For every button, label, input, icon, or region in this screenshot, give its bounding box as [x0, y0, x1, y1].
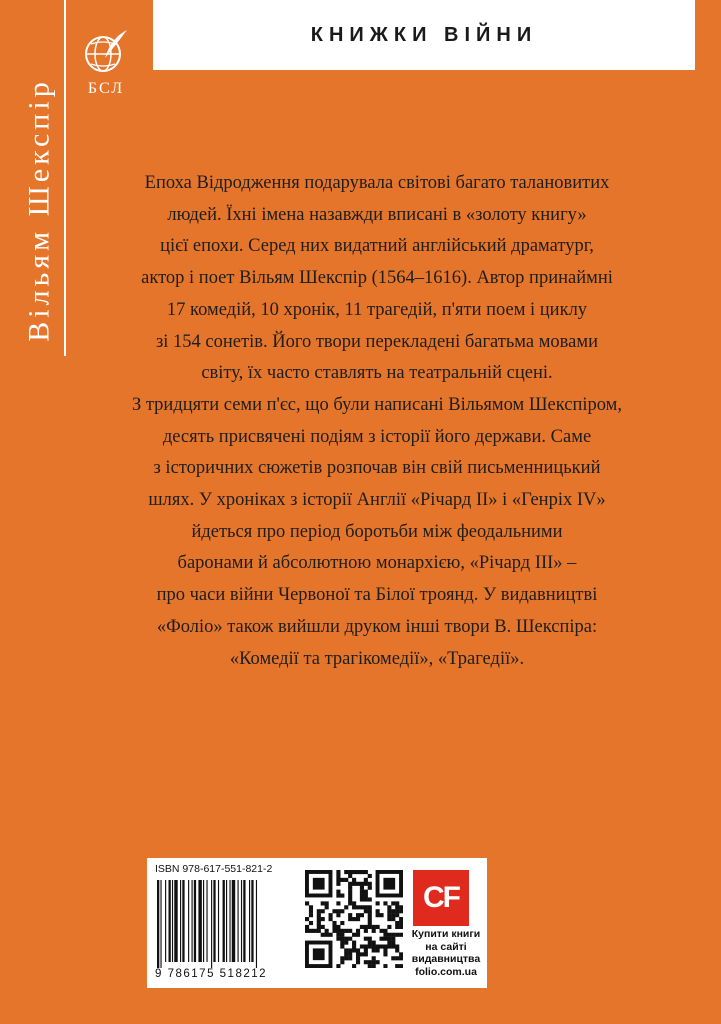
qr-module: [321, 901, 325, 905]
qr-module: [317, 929, 321, 933]
qr-module: [321, 917, 325, 921]
qr-module: [391, 913, 395, 917]
qr-module: [348, 948, 352, 952]
qr-module: [336, 929, 340, 933]
blurb-line: десять присвячені подіям з історії його держави. Саме: [162, 426, 592, 447]
qr-module: [376, 948, 380, 952]
qr-module: [309, 913, 313, 917]
qr-module: [336, 882, 340, 886]
blurb-line: актор і поет Вільям Шекспір (1564–1616). Автор принаймні: [141, 268, 613, 289]
barcode-bar: [165, 880, 166, 962]
publisher-series-logo: [74, 28, 138, 108]
blurb-line: зі 154 сонетів. Його твори перекладені багатьма мовами: [155, 331, 598, 352]
qr-module: [344, 870, 348, 874]
qr-module: [336, 913, 340, 917]
qr-module: [376, 901, 380, 905]
barcode-bar: [174, 880, 177, 962]
qr-module: [340, 921, 344, 925]
blurb-line: цієї епохи. Серед них видатний англійський драматург,: [160, 236, 594, 257]
qr-module: [368, 917, 372, 921]
qr-module: [364, 909, 368, 913]
blurb-line: людей. Їхні імена назавжди вписані в «золоту книгу»: [167, 204, 587, 225]
qr-module: [364, 952, 368, 956]
qr-module: [383, 933, 387, 937]
qr-module: [360, 882, 364, 886]
qr-module: [332, 921, 336, 925]
qr-module: [368, 960, 372, 964]
qr-module: [321, 909, 325, 913]
qr-module: [344, 941, 348, 945]
qr-module: [348, 937, 352, 941]
blurb-line: світу, їх часто ставлять на театральній сцені.: [201, 363, 553, 384]
qr-module: [387, 905, 391, 909]
qr-module: [360, 894, 364, 898]
barcode-label: [147, 858, 487, 988]
qr-module: [387, 909, 391, 913]
barcode-bar: [241, 880, 242, 962]
barcode-bar: [223, 880, 225, 962]
barcode-bar: [157, 880, 159, 968]
qr-module: [368, 905, 372, 909]
qr-module: [395, 905, 399, 909]
qr-module: [368, 886, 372, 890]
qr-module: [356, 917, 360, 921]
barcode-bar: [211, 880, 212, 968]
qr-module: [399, 925, 403, 929]
qr-module: [391, 901, 395, 905]
qr-module: [376, 925, 380, 929]
qr-module: [352, 878, 356, 882]
barcode-bar: [226, 880, 227, 962]
qr-module: [340, 929, 344, 933]
qr-module: [360, 886, 364, 890]
qr-module: [395, 944, 399, 948]
qr-module: [325, 905, 329, 909]
qr-module: [336, 894, 340, 898]
qr-module: [344, 956, 348, 960]
blurb-line: баронами й абсолютною монархією, «Річард III» –: [177, 553, 577, 574]
blurb-line: з історичних сюжетів розпочав він свій письменницький: [153, 458, 601, 479]
qr-module: [340, 960, 344, 964]
qr-module: [399, 952, 403, 956]
qr-finder-core: [313, 948, 325, 960]
qr-module: [336, 874, 340, 878]
qr-module: [391, 937, 395, 941]
qr-module: [376, 909, 380, 913]
qr-module: [399, 921, 403, 925]
barcode: [155, 880, 297, 968]
qr-module: [344, 929, 348, 933]
qr-module: [395, 925, 399, 929]
qr-module: [348, 956, 352, 960]
qr-module: [395, 909, 399, 913]
qr-module: [348, 890, 352, 894]
barcode-digits: 9 786175 518212: [155, 968, 268, 980]
qr-module: [309, 921, 313, 925]
qr-module: [372, 948, 376, 952]
qr-module: [376, 944, 380, 948]
qr-module: [317, 925, 321, 929]
qr-module: [391, 917, 395, 921]
folio-logo-text: CF: [423, 881, 459, 914]
qr-module: [336, 890, 340, 894]
qr-module: [379, 913, 383, 917]
barcode-bar: [218, 880, 219, 962]
qr-module: [364, 878, 368, 882]
qr-module: [372, 960, 376, 964]
blurb-line: Епоха Відродження подарувала світові багато талановитих: [144, 173, 610, 193]
qr-module: [348, 886, 352, 890]
qr-module: [399, 909, 403, 913]
qr-module: [360, 944, 364, 948]
barcode-bar: [180, 880, 181, 962]
qr-module: [395, 921, 399, 925]
qr-module: [340, 941, 344, 945]
qr-module: [356, 933, 360, 937]
buy-line: видавництва: [411, 953, 481, 965]
qr-module: [317, 913, 321, 917]
qr-module: [360, 913, 364, 917]
qr-module: [364, 937, 368, 941]
qr-module: [391, 944, 395, 948]
qr-module: [368, 882, 372, 886]
qr-module: [344, 952, 348, 956]
buy-line: Купити книги: [411, 928, 481, 940]
logo-text: БСЛ: [87, 80, 125, 97]
qr-module: [313, 929, 317, 933]
spine-divider: [64, 0, 66, 356]
barcode-bar: [192, 880, 193, 962]
barcode-bar: [160, 880, 161, 968]
qr-module: [372, 929, 376, 933]
spine-author: [20, 60, 60, 360]
qr-module: [360, 870, 364, 874]
blurb-line: «Комедії та трагікомедії», «Трагедії».: [229, 648, 525, 669]
qr-module: [356, 870, 360, 874]
qr-module: [356, 956, 360, 960]
qr-module: [352, 941, 356, 945]
barcode-bar: [213, 880, 215, 962]
qr-module: [336, 933, 340, 937]
qr-module: [383, 944, 387, 948]
qr-finder-core: [313, 878, 325, 890]
barcode-bar: [256, 880, 257, 968]
qr-module: [399, 964, 403, 968]
qr-module: [356, 905, 360, 909]
qr-module: [372, 964, 376, 968]
qr-module: [317, 917, 321, 921]
qr-module: [336, 909, 340, 913]
barcode-bar: [172, 880, 173, 962]
qr-module: [305, 917, 309, 921]
blurb-line: «Фоліо» також вийшли друком інші твори В. Шекспіра:: [156, 616, 598, 637]
qr-module: [348, 882, 352, 886]
qr-module: [340, 944, 344, 948]
blurb-line: про часи війни Червоної та Білої троянд. У видавництві: [156, 585, 598, 606]
qr-module: [372, 941, 376, 945]
barcode-bar: [198, 880, 201, 962]
qr-module: [332, 925, 336, 929]
qr-module: [340, 956, 344, 960]
qr-module: [344, 948, 348, 952]
qr-module: [368, 937, 372, 941]
qr-module: [309, 929, 313, 933]
qr-module: [336, 870, 340, 874]
qr-module: [368, 913, 372, 917]
buy-online-text: [409, 928, 483, 978]
qr-module: [395, 948, 399, 952]
barcode-bar: [188, 880, 189, 962]
qr-module: [376, 960, 380, 964]
qr-module: [329, 917, 333, 921]
qr-module: [309, 905, 313, 909]
qr-module: [348, 894, 352, 898]
qr-module: [340, 909, 344, 913]
qr-module: [387, 941, 391, 945]
qr-module: [383, 948, 387, 952]
barcode-bar: [203, 880, 204, 962]
qr-module: [340, 937, 344, 941]
qr-module: [391, 956, 395, 960]
barcode-bar: [251, 880, 253, 962]
globe-quill-icon: [81, 28, 131, 76]
qr-module: [372, 944, 376, 948]
qr-module: [364, 925, 368, 929]
qr-module: [395, 913, 399, 917]
qr-module: [336, 878, 340, 882]
qr-module: [387, 937, 391, 941]
qr-module: [325, 929, 329, 933]
qr-module: [348, 917, 352, 921]
qr-module: [368, 941, 372, 945]
qr-module: [395, 964, 399, 968]
qr-module: [352, 964, 356, 968]
qr-module: [360, 952, 364, 956]
qr-module: [348, 870, 352, 874]
qr-module: [379, 929, 383, 933]
qr-module: [383, 952, 387, 956]
qr-module: [321, 933, 325, 937]
qr-module: [325, 901, 329, 905]
barcode-bar: [249, 880, 250, 962]
qr-module: [399, 956, 403, 960]
barcode-bar: [182, 880, 184, 962]
qr-module: [395, 956, 399, 960]
qr-module: [364, 894, 368, 898]
qr-module: [344, 937, 348, 941]
qr-module: [391, 933, 395, 937]
blurb-line: З тридцяти семи п'єс, що були написані Вільямом Шекспіром,: [131, 394, 623, 415]
qr-module: [336, 925, 340, 929]
qr-module: [364, 890, 368, 894]
buy-link[interactable]: folio.com.ua: [415, 965, 477, 978]
qr-module: [391, 909, 395, 913]
qr-module: [364, 905, 368, 909]
qr-module: [340, 894, 344, 898]
qr-module: [360, 890, 364, 894]
qr-module: [364, 882, 368, 886]
qr-module: [395, 933, 399, 937]
qr-module: [387, 944, 391, 948]
qr-module: [368, 921, 372, 925]
qr-module: [360, 905, 364, 909]
barcode-bar: [194, 880, 196, 962]
qr-module: [317, 921, 321, 925]
spine-author-text: Вільям Шекспір: [23, 78, 56, 342]
barcode-bar: [206, 880, 207, 962]
qr-module: [332, 909, 336, 913]
qr-finder-core: [383, 878, 395, 890]
qr-module: [352, 917, 356, 921]
qr-module: [387, 925, 391, 929]
qr-module: [352, 933, 356, 937]
qr-module: [399, 905, 403, 909]
qr-module: [332, 929, 336, 933]
qr-module: [352, 901, 356, 905]
blurb-line: шлях. У хроніках з історії Англії «Річард II» і «Генріх IV»: [148, 490, 606, 511]
qr-module: [348, 952, 352, 956]
qr-module: [305, 925, 309, 929]
qr-module: [348, 897, 352, 901]
qr-module: [368, 874, 372, 878]
qr-code[interactable]: [305, 870, 403, 968]
qr-module: [348, 913, 352, 917]
qr-module: [352, 944, 356, 948]
qr-module: [387, 913, 391, 917]
qr-module: [379, 944, 383, 948]
barcode-bar: [232, 880, 235, 962]
qr-module: [399, 933, 403, 937]
qr-module: [336, 937, 340, 941]
barcode-bar: [169, 880, 171, 962]
qr-module: [364, 960, 368, 964]
qr-module: [340, 878, 344, 882]
qr-module: [368, 964, 372, 968]
qr-module: [356, 929, 360, 933]
qr-module: [376, 913, 380, 917]
qr-module: [344, 878, 348, 882]
blurb-line: 17 комедій, 10 хронік, 11 трагедій, п'яти поем і циклу: [166, 299, 588, 320]
qr-module: [372, 925, 376, 929]
qr-module: [329, 913, 333, 917]
qr-module: [395, 901, 399, 905]
qr-module: [364, 944, 368, 948]
blurb-text: [110, 168, 644, 675]
qr-module: [352, 882, 356, 886]
qr-module: [368, 944, 372, 948]
qr-module: [356, 948, 360, 952]
qr-module: [356, 882, 360, 886]
qr-module: [336, 964, 340, 968]
qr-module: [305, 901, 309, 905]
qr-module: [348, 901, 352, 905]
qr-module: [356, 960, 360, 964]
qr-module: [356, 952, 360, 956]
qr-module: [391, 941, 395, 945]
qr-module: [352, 870, 356, 874]
series-title: КНИЖКИ ВІЙНИ: [310, 23, 538, 46]
qr-module: [360, 925, 364, 929]
qr-module: [317, 909, 321, 913]
qr-module: [364, 897, 368, 901]
qr-module: [368, 897, 372, 901]
blurb-line: йдеться про період боротьби між феодальними: [191, 521, 563, 542]
qr-module: [340, 933, 344, 937]
qr-module: [399, 917, 403, 921]
qr-module: [325, 933, 329, 937]
qr-module: [360, 897, 364, 901]
barcode-bar: [238, 880, 239, 962]
buy-line: на сайті: [425, 940, 467, 953]
qr-module: [348, 874, 352, 878]
qr-module: [305, 929, 309, 933]
qr-module: [321, 925, 325, 929]
qr-module: [336, 901, 340, 905]
qr-module: [368, 909, 372, 913]
qr-module: [383, 964, 387, 968]
qr-module: [383, 929, 387, 933]
qr-module: [329, 933, 333, 937]
qr-module: [364, 948, 368, 952]
qr-module: [368, 925, 372, 929]
qr-module: [352, 905, 356, 909]
barcode-bar: [229, 880, 230, 962]
folio-logo: [413, 870, 469, 926]
barcode-bar: [243, 880, 245, 962]
qr-module: [352, 948, 356, 952]
qr-module: [348, 929, 352, 933]
qr-module: [387, 933, 391, 937]
isbn-text: ISBN 978-617-551-821-2: [155, 863, 273, 875]
qr-module: [344, 905, 348, 909]
qr-module: [379, 937, 383, 941]
series-band: [153, 0, 695, 70]
qr-module: [387, 917, 391, 921]
qr-module: [364, 929, 368, 933]
qr-module: [383, 901, 387, 905]
qr-module: [372, 956, 376, 960]
qr-module: [383, 937, 387, 941]
qr-module: [309, 909, 313, 913]
qr-module: [364, 870, 368, 874]
qr-module: [356, 913, 360, 917]
